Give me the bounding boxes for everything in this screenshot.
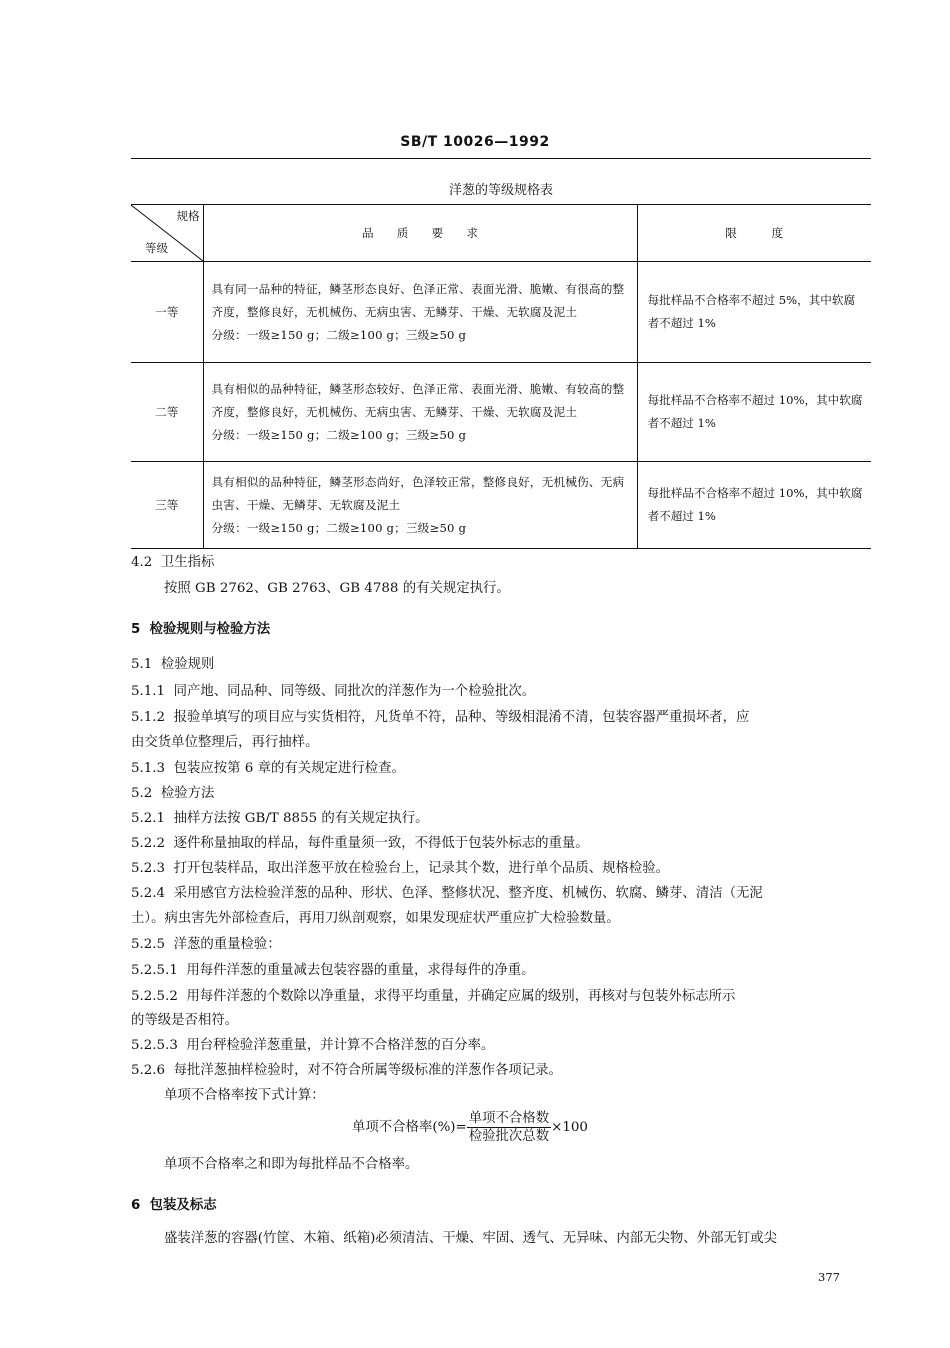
clause-5-1-3 — [131, 759, 405, 779]
clause-text: 采用感官方法检验洋葱的品种、形状、色泽、整修状况、整齐度、机械伤、软腐、鳞芽、清洁（无泥 — [173, 886, 763, 901]
clause-5-2-4 — [131, 884, 763, 904]
section-title: 检验规则与检验方法 — [149, 622, 271, 637]
clause-text: 逐件称量抽取的样品，每件重量须一致，不得低于包装外标志的重量。 — [173, 836, 589, 851]
clause-number: 5.1.3 — [131, 761, 166, 776]
clause-5-1-2-cont: 由交货单位整理后，再行抽样。 — [131, 735, 319, 750]
section-number: 4.2 — [131, 555, 153, 570]
clause-5-2-2 — [131, 834, 589, 854]
clause-5-2-5-2 — [131, 987, 735, 1007]
quality-cell — [203, 262, 637, 363]
grade-cell: 一等 — [131, 262, 203, 363]
clause-5-1-1 — [131, 682, 535, 702]
clause-5-2-4-cont: 土）。病虫害先外部检查后，再用刀纵剖观察，如果发现症状严重应扩大检验数量。 — [131, 911, 620, 926]
failure-rate-formula — [352, 1110, 588, 1145]
clause-number: 5.2.1 — [131, 811, 166, 826]
section-4-2-heading — [131, 553, 214, 573]
clause-text: 抽样方法按 GB/T 8855 的有关规定执行。 — [173, 811, 429, 826]
clause-5-2-5-1 — [131, 961, 535, 981]
clause-number: 5.1.2 — [131, 710, 166, 725]
clause-5-2-5 — [131, 935, 281, 955]
section-6-heading — [131, 1194, 217, 1213]
clause-5-2-1 — [131, 809, 429, 829]
grade-spec-table — [131, 204, 871, 549]
section-4-2-text: 按照 GB 2762、GB 2763、GB 4788 的有关规定执行。 — [164, 581, 510, 596]
formula-numerator: 单项不合格数 — [468, 1111, 550, 1126]
clause-number: 5.2.6 — [131, 1063, 166, 1078]
formula-rhs: ×100 — [551, 1120, 588, 1135]
standard-number-header: SB/T 10026—1992 — [400, 134, 550, 150]
section-number: 6 — [131, 1198, 141, 1213]
grade-cell: 三等 — [131, 462, 203, 549]
quality-cell — [203, 363, 637, 462]
grade-cell: 二等 — [131, 363, 203, 462]
table-header-row — [131, 205, 871, 262]
formula-note: 单项不合格率之和即为每批样品不合格率。 — [164, 1157, 419, 1172]
section-number: 5.1 — [131, 657, 153, 672]
header-rule — [131, 158, 871, 159]
clause-5-2-3 — [131, 859, 669, 879]
clause-number: 5.2.5 — [131, 937, 166, 952]
page-number: 377 — [818, 1270, 840, 1284]
col-header-quality: 品 质 要 求 — [203, 205, 637, 262]
clause-5-2-6 — [131, 1061, 562, 1081]
clause-text: 用每件洋葱的重量减去包装容器的重量，求得每件的净重。 — [186, 963, 535, 978]
clause-5-1-2 — [131, 708, 749, 728]
clause-text: 同产地、同品种、同等级、同批次的洋葱作为一个检验批次。 — [173, 684, 536, 699]
clause-number: 5.2.5.1 — [131, 963, 178, 978]
col-header-limit: 限 度 — [637, 205, 871, 262]
clause-number: 5.1.1 — [131, 684, 166, 699]
limit-cell: 每批样品不合格率不超过 10%，其中软腐者不超过 1% — [637, 363, 871, 462]
section-number: 5.2 — [131, 786, 153, 801]
section-title: 卫生指标 — [160, 555, 215, 570]
table-caption: 洋葱的等级规格表 — [448, 183, 553, 198]
clause-text: 打开包装样品，取出洋葱平放在检验台上，记录其个数，进行单个品质、规格检验。 — [173, 861, 670, 876]
quality-text: 具有同一品种的特征，鳞茎形态良好、色泽正常、表面光滑、脆嫩、有很高的整齐度，整修良好，无机械伤、无病虫害、无鳞芽、干燥、无软腐及泥土 — [211, 281, 625, 319]
section-title: 包装及标志 — [149, 1198, 217, 1213]
clause-number: 5.2.2 — [131, 836, 166, 851]
section-5-1-heading — [131, 655, 214, 675]
clause-5-2-5-3 — [131, 1036, 494, 1056]
clause-text: 洋葱的重量检验： — [173, 937, 281, 952]
clause-number: 5.2.5.3 — [131, 1038, 178, 1053]
clause-text: 包装应按第 6 章的有关规定进行检查。 — [173, 761, 405, 776]
formula-fraction — [467, 1110, 551, 1145]
sizing-text: 分级：一级≥150 g；二级≥100 g；三级≥50 g — [211, 427, 467, 442]
corner-cell — [131, 205, 203, 262]
clause-text: 报验单填写的项目应与实货相符，凡货单不符，品种、等级相混淆不清，包装容器严重损坏者，应 — [173, 710, 750, 725]
quality-cell — [203, 462, 637, 549]
clause-text: 用台秤检验洋葱重量，并计算不合格洋葱的百分率。 — [186, 1038, 495, 1053]
clause-text: 每批洋葱抽样检验时，对不符合所属等级标准的洋葱作各项记录。 — [173, 1063, 562, 1078]
corner-label-spec: 规格 — [176, 209, 200, 223]
clause-number: 5.2.3 — [131, 861, 166, 876]
limit-cell: 每批样品不合格率不超过 10%，其中软腐者不超过 1% — [637, 462, 871, 549]
clause-number: 5.2.4 — [131, 886, 166, 901]
clause-text: 用每件洋葱的个数除以净重量，求得平均重量，并确定应属的级别，再核对与包装外标志所示 — [186, 989, 736, 1004]
sizing-text: 分级：一级≥150 g；二级≥100 g；三级≥50 g — [211, 520, 467, 535]
corner-label-grade: 等级 — [145, 241, 168, 255]
section-5-2-heading — [131, 784, 214, 804]
clause-5-2-5-2-cont: 的等级是否相符。 — [131, 1013, 239, 1028]
section-5-heading — [131, 618, 270, 637]
table-row — [131, 363, 871, 462]
table-row — [131, 262, 871, 363]
clause-number: 5.2.5.2 — [131, 989, 178, 1004]
quality-text: 具有相似的品种特征，鳞茎形态较好、色泽正常、表面光滑、脆嫩、有较高的整齐度，整修良好，无机械伤、无病虫害、无鳞芽、干燥、无软腐及泥土 — [211, 381, 625, 419]
formula-intro: 单项不合格率按下式计算： — [164, 1088, 325, 1103]
sizing-text: 分级：一级≥150 g；二级≥100 g；三级≥50 g — [211, 327, 467, 342]
formula-lhs: 单项不合格率(%)= — [352, 1120, 467, 1135]
formula-denominator: 检验批次总数 — [468, 1129, 550, 1144]
table-row — [131, 462, 871, 549]
quality-text: 具有相似的品种特征，鳞茎形态尚好，色泽较正常，整修良好，无机械伤、无病虫害、干燥、无鳞芽、无软腐及泥土 — [211, 474, 625, 512]
limit-cell: 每批样品不合格率不超过 5%，其中软腐者不超过 1% — [637, 262, 871, 363]
section-title: 检验规则 — [160, 657, 215, 672]
section-6-text: 盛装洋葱的容器(竹筐、木箱、纸箱)必须清洁、干燥、牢固、透气、无异味、内部无尖物、外部无钉或尖 — [164, 1231, 778, 1246]
section-title: 检验方法 — [160, 786, 215, 801]
section-number: 5 — [131, 622, 141, 637]
